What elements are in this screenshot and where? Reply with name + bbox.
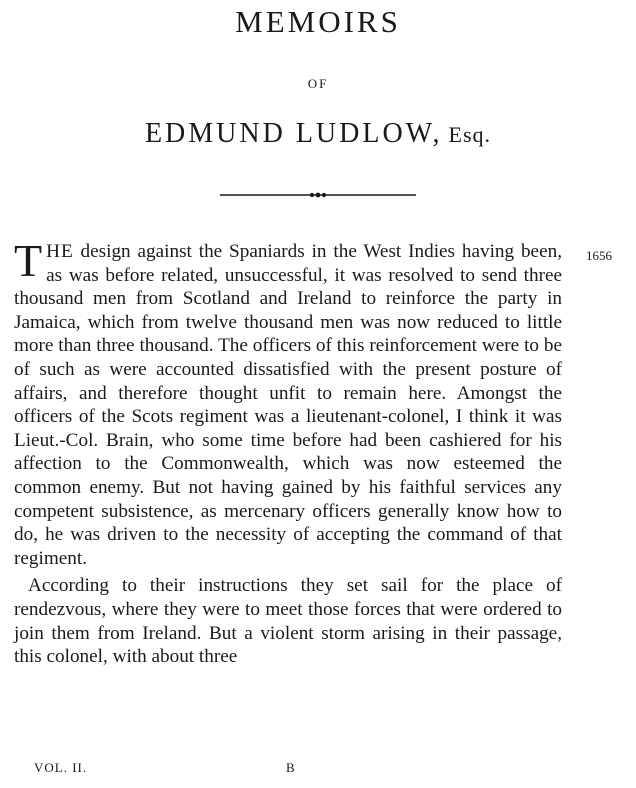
author-suffix: Esq. bbox=[448, 122, 492, 147]
author-title bbox=[0, 118, 636, 150]
side-note-year: 1656 bbox=[586, 248, 612, 263]
ornament-divider bbox=[220, 190, 416, 200]
paragraph-1 bbox=[14, 235, 562, 570]
page-title: MEMOIRS bbox=[235, 4, 401, 39]
author-name: EDMUND LUDLOW, bbox=[144, 118, 443, 149]
footer-volume: VOL. II. bbox=[34, 760, 88, 775]
lead-caps: HE bbox=[46, 241, 74, 262]
footer-signature: B bbox=[286, 760, 295, 775]
paragraph-2: According to their instructions they set sail for the place of rendezvous, where they were to meet those forces that were ordered to join them from Ireland. But a violent storm arising in their passage, this colonel, with about three bbox=[14, 575, 562, 668]
paragraph-1-text: design against the Spaniards in the West Indies having been, as was before related, unsuccessful, it was resolved to send three thousand men from Scotland and Ireland to reinforce the party in Jamaica, which from twelve thousand men was now reduced to little more than three thousand. The officers of this reinforcement were to be of such as were accounted dissatisfied with the present posture of affairs, and therefore thought unfit to remain here. Amongst the officers of the Scots regiment was a lieutenant-colonel, I think it was Lieut.-Col. Brain, who some time before had been cashiered for his affection to the Commonwealth, which was now esteemed the common enemy. But not having gained by his faithful services any competent subsistence, as mercenary officers generally know how to do, he was driven to the necessity of accepting the command of that regiment. bbox=[14, 241, 562, 569]
title-of: OF bbox=[307, 76, 329, 91]
drop-cap: T bbox=[14, 235, 43, 286]
body-text bbox=[14, 235, 562, 669]
